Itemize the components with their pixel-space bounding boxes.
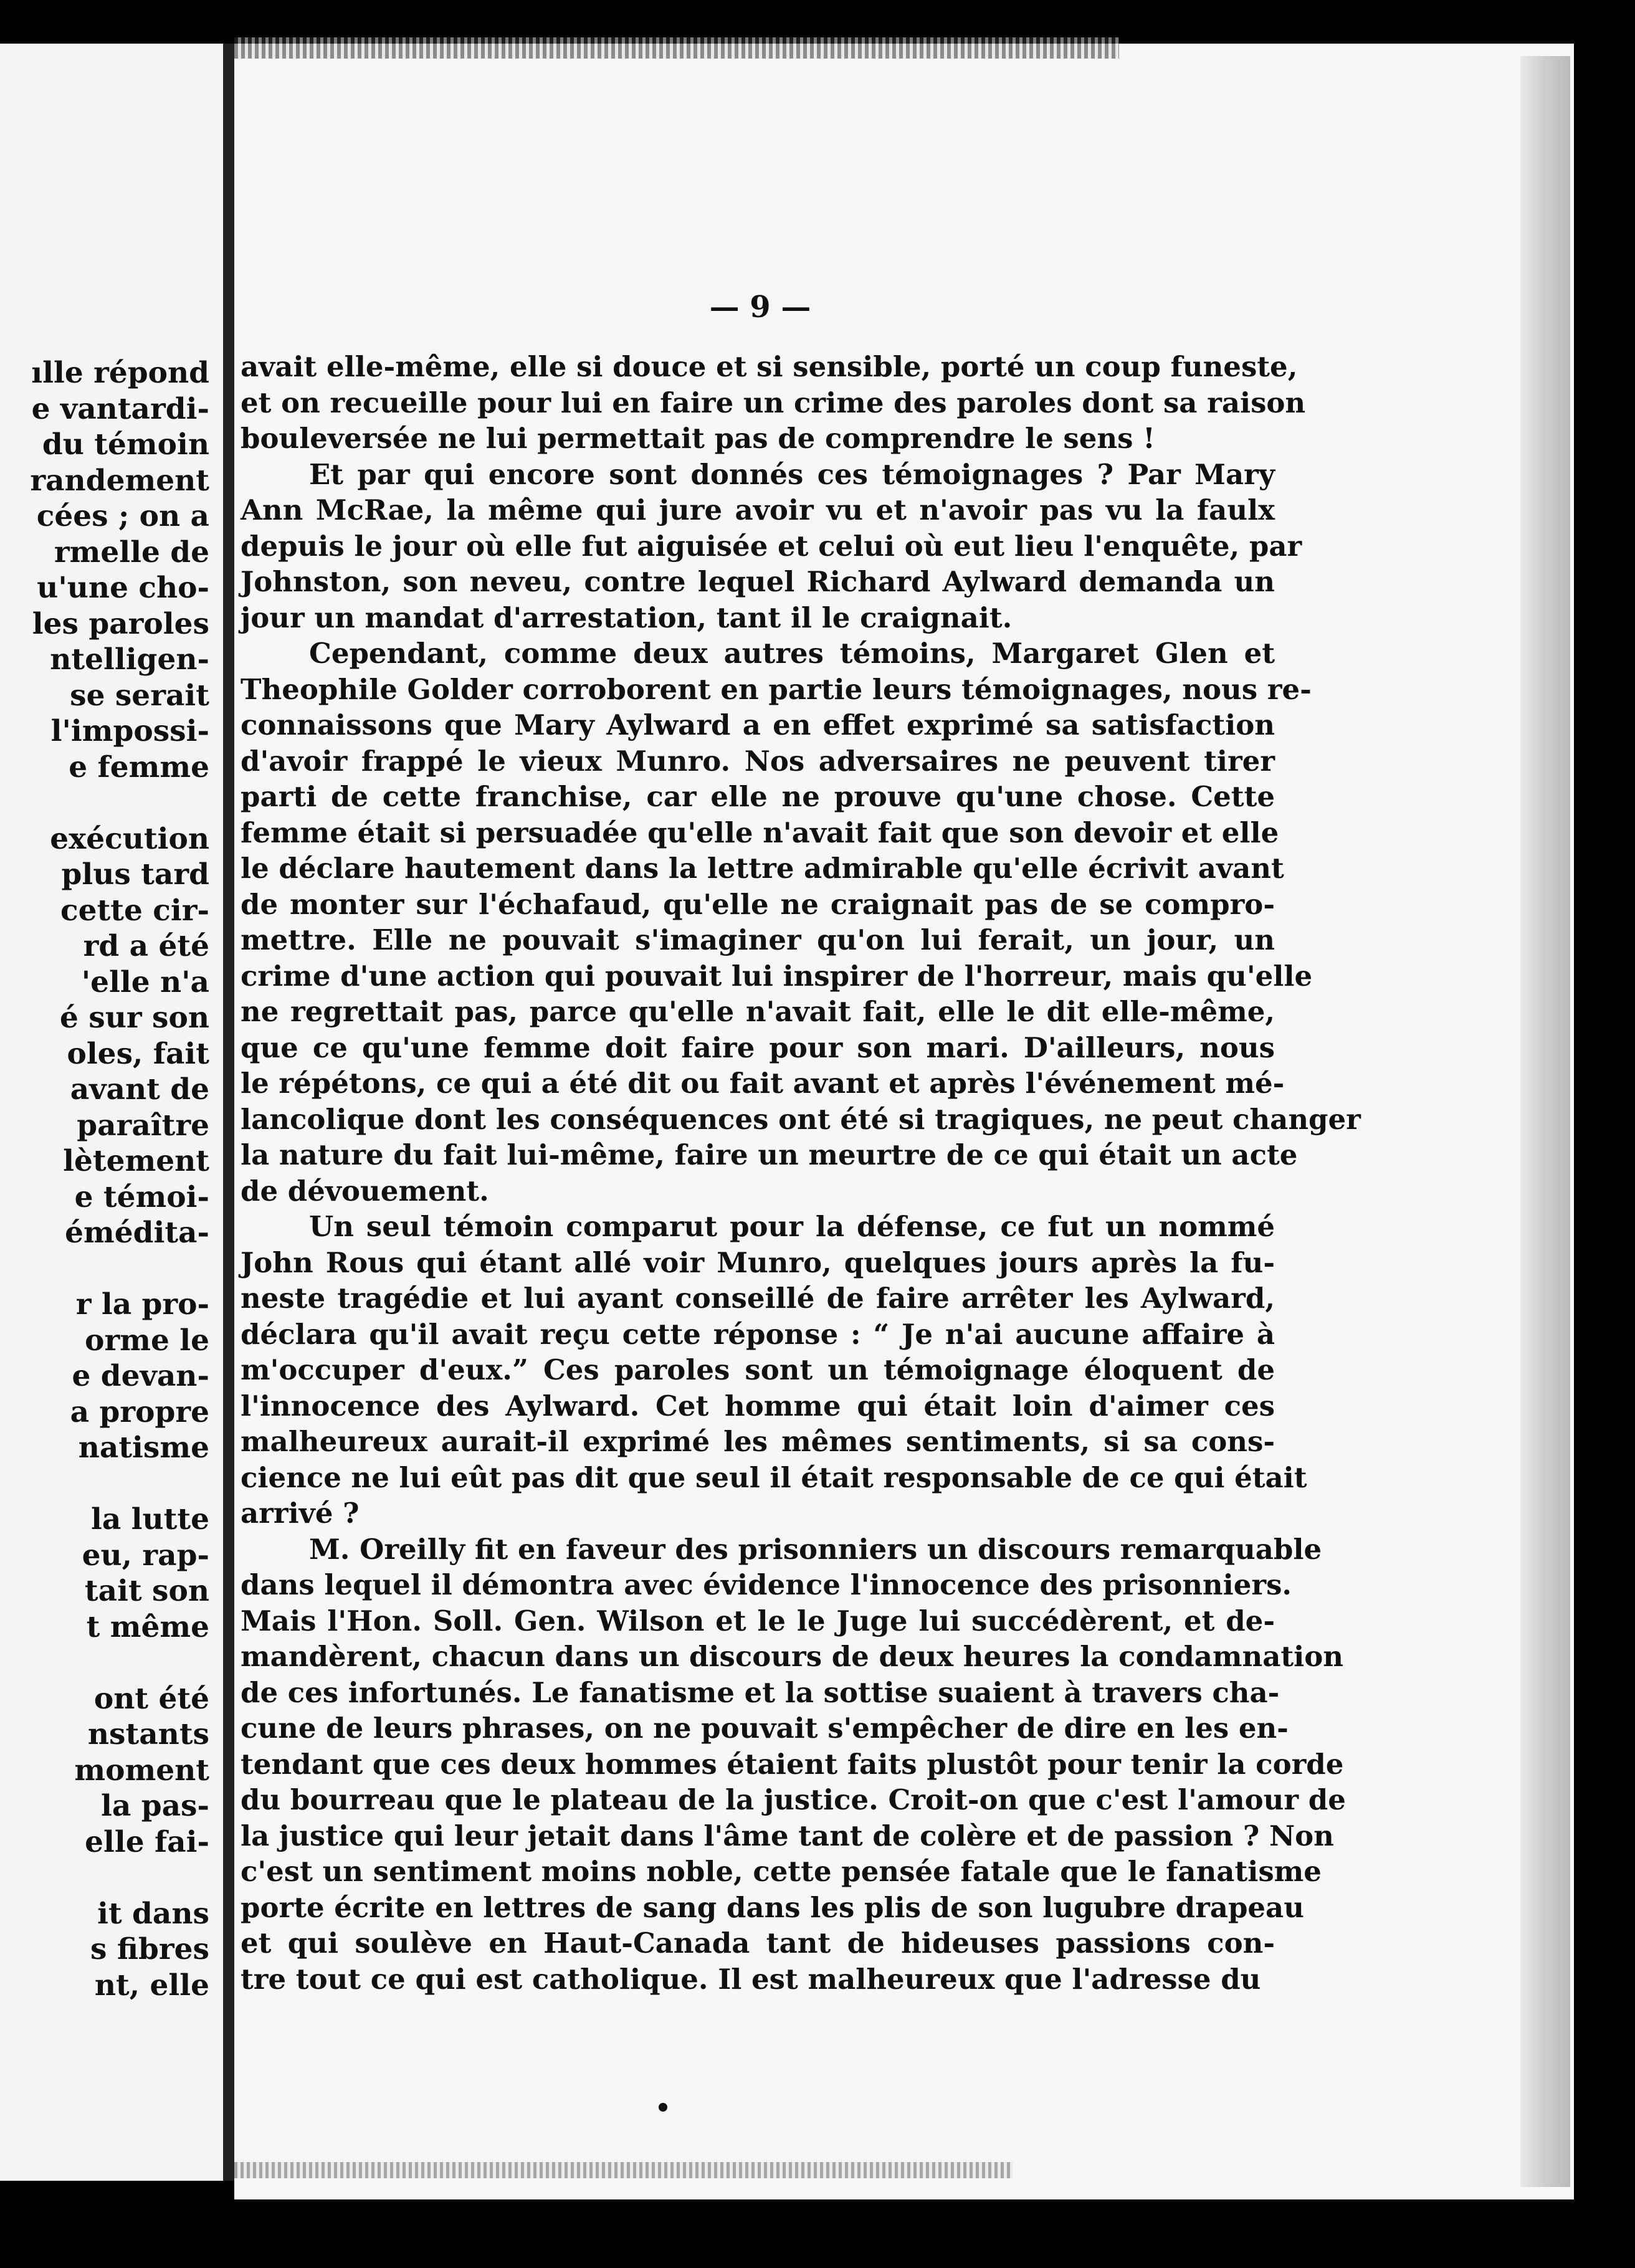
left-text-line: e devan- [72,1359,209,1393]
text-line: arrivé ? [241,1497,360,1530]
left-text-line: avant de [70,1072,209,1107]
left-text-line: e femme [69,750,209,784]
text-line: neste tragédie et lui ayant conseillé de faire arrêter les Aylward, [241,1282,1275,1315]
left-text-line: ont été [93,1681,209,1716]
text-line: c'est un sentiment moins noble, cette pensée fatale que le fanatisme [241,1855,1322,1888]
text-line: bouleversée ne lui permettait pas de comprendre le sens ! [241,422,1155,455]
left-text-line: exécution [50,821,209,856]
text-line: Theophile Golder corroborent en partie leurs témoignages, nous re- [241,672,1312,706]
left-text-line: eu, rap- [82,1538,209,1573]
text-line: femme était si persuadée qu'elle n'avait fait que son devoir et elle [241,816,1279,849]
text-line: crime d'une action qui pouvait lui inspirer de l'horreur, mais qu'elle [241,959,1313,993]
text-line: mettre. Elle ne pouvait s'imaginer qu'on lui ferait, un jour, un [241,923,1275,956]
text-line: m'occuper d'eux.” Ces paroles sont un témoignage éloquent de [241,1353,1275,1386]
text-line: cience ne lui eût pas dit que seul il était responsable de ce qui était [241,1460,1307,1494]
left-text-line: natisme [78,1431,209,1465]
ink-dot [659,2103,667,2112]
left-text-line: les paroles [32,606,209,641]
text-line: et on recueille pour lui en faire un crime des paroles dont sa raison [241,386,1306,419]
left-page-fragment [0,44,223,2181]
text-line: Et par qui encore sont donnés ces témoignages ? Par Mary [309,457,1275,491]
left-text-line: tait son [84,1574,209,1608]
text-line: déclara qu'il avait reçu cette réponse : “ Je n'ai aucune affaire à [241,1317,1275,1351]
left-text-line: e vantardi- [31,391,209,426]
left-text-line: nstants [87,1717,209,1751]
left-text-line: éméditа- [65,1216,209,1250]
left-text-line [0,1645,209,1681]
text-line: Un seul témoin comparut pour la défense, ce fut un nommé [309,1210,1275,1243]
text-line: malheureux aurait-il exprimé les mêmes sentiments, si sa cons- [241,1425,1275,1458]
left-text-line [0,1251,209,1287]
paragraph [241,349,1306,457]
text-line: la justice qui leur jetait dans l'âme tant de colère et de passion ? Non [241,1819,1334,1852]
paragraph [241,1532,1346,1998]
left-text-line: plus tard [61,857,209,892]
body-text [241,349,1361,1997]
left-text-line: 'elle n'a [81,965,209,999]
page-gutter [223,44,234,2181]
paragraph [241,636,1361,1209]
text-line: Johnston, son neveu, contre lequel Richard Aylward demanda un [241,565,1275,598]
left-text-line: s fibres [90,1932,209,1966]
text-line: de ces infortunés. Le fanatisme et la sottise suaient à travers cha- [241,1675,1280,1709]
text-line: M. Oreilly fit en faveur des prisonniers un discours remarquable [309,1532,1322,1566]
left-text-line: du témoin [42,427,209,462]
text-line: parti de cette franchise, car elle ne prouve qu'une chose. Cette [241,780,1275,813]
text-line: et qui soulève en Haut-Canada tant de hideuses passions con- [241,1927,1275,1960]
left-text-line: r la pro- [75,1287,209,1322]
left-text-line: l'impossi- [50,714,209,748]
left-text-line: se serait [70,678,209,713]
text-line: l'innocence des Aylward. Cet homme qui était loin d'aimer ces [241,1389,1275,1422]
paragraph [241,457,1302,636]
text-line: le répétons, ce qui a été dit ou fait avant et après l'événement mé- [241,1067,1285,1100]
left-text-line: rmelle de [54,535,209,569]
page-edge-shadow [1520,56,1570,2187]
scan-top-edge [234,37,1119,59]
text-line: de dévouement. [241,1174,489,1208]
left-text-line: paraître [77,1108,209,1143]
text-line: du bourreau que le plateau de la justice. Croit-on que c'est l'amour de [241,1783,1346,1816]
text-line: Mais l'Hon. Soll. Gen. Wilson et le le Juge lui succédèrent, et de- [241,1604,1275,1637]
left-text-line: oles, fait [67,1036,209,1071]
text-line: porte écrite en lettres de sang dans les plis de son lugubre drapeau [241,1890,1304,1924]
left-text-line: rd a été [83,929,209,963]
left-text-line: orme le [85,1323,209,1358]
left-text-line [0,1466,209,1502]
left-text-line: it dans [97,1896,209,1931]
left-text-line: ntelligen- [50,642,209,677]
left-text-line: ılle répond [31,356,209,390]
left-text-line: é sur son [59,1001,209,1035]
text-line: cune de leurs phrases, on ne pouvait s'empêcher de dire en les en- [241,1712,1289,1745]
text-line: Cependant, comme deux autres témoins, Margaret Glen et [309,637,1275,670]
left-text-line [0,1860,209,1896]
text-line: Ann McRae, la même qui jure avoir vu et n'avoir pas vu la faulx [241,493,1275,526]
text-line: jour un mandat d'arrestation, tant il le craignait. [241,601,1013,634]
left-page-text [0,355,209,2003]
text-line: le déclare hautement dans la lettre admirable qu'elle écrivit avant [241,852,1284,885]
scan-bottom-edge [234,2162,1013,2178]
text-line: ne regrettait pas, parce qu'elle n'avait fait, elle le dit elle-même, [241,995,1275,1028]
left-text-line: randement [30,463,209,498]
text-line: John Rous qui étant allé voir Munro, quelques jours après la fu- [241,1246,1275,1279]
text-line: mandèrent, chacun dans un discours de deux heures la condamnation [241,1640,1343,1673]
left-text-line: a propre [70,1394,209,1429]
left-text-line: la lutte [90,1502,209,1537]
page-number: — 9 — [709,290,811,325]
paragraph [241,1209,1307,1532]
text-line: d'avoir frappé le vieux Munro. Nos adversaires ne peuvent tirer [241,744,1275,778]
left-text-line: moment [74,1753,209,1788]
left-text-line: la pas- [101,1789,209,1823]
left-text-line: t même [86,1609,209,1644]
left-text-line: nt, elle [94,1968,209,2003]
left-text-line: cette cir- [60,893,209,928]
left-text-line: u'une cho- [37,571,209,605]
left-text-line: e témoi- [74,1179,209,1214]
text-line: tre tout ce qui est catholique. Il est malheureux que l'adresse du [241,1962,1261,1996]
text-line: tendant que ces deux hommes étaient faits plustôt pour tenir la corde [241,1747,1344,1781]
text-line: avait elle-même, elle si douce et si sensible, porté un coup funeste, [241,350,1298,383]
left-text-line: lètement [63,1144,209,1178]
text-line: la nature du fait lui-même, faire un meurtre de ce qui était un acte [241,1138,1298,1171]
text-line: depuis le jour où elle fut aiguisée et celui où eut lieu l'enquête, par [241,529,1302,563]
left-text-line [0,785,209,821]
text-line: connaissons que Mary Aylward a en effet exprimé sa satisfaction [241,708,1275,741]
left-text-line: elle fai- [85,1824,209,1859]
text-line: de monter sur l'échafaud, qu'elle ne craignait pas de se compro- [241,887,1275,921]
text-line: lancolique dont les conséquences ont été si tragiques, ne peut changer [241,1102,1361,1136]
left-text-line: cées ; on a [36,499,209,533]
text-line: dans lequel il démontra avec évidence l'innocence des prisonniers. [241,1568,1292,1601]
text-line: que ce qu'une femme doit faire pour son mari. D'ailleurs, nous [241,1031,1275,1064]
